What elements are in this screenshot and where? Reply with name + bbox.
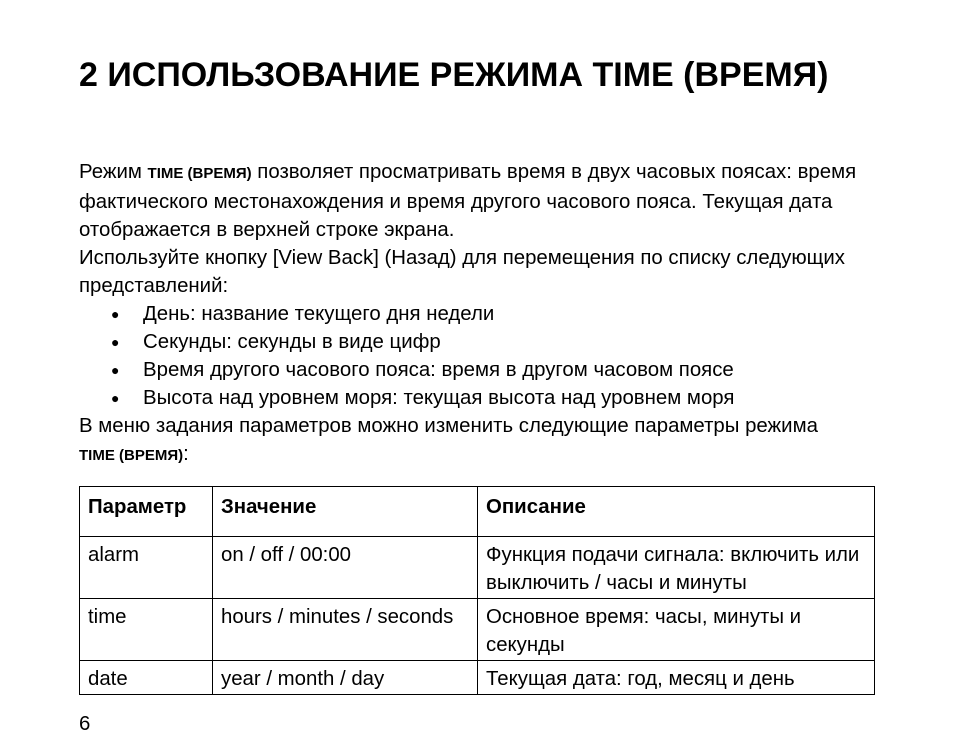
cell-parameter: date [80,661,213,695]
header-value: Значение [213,487,478,537]
settings-text: В меню задания параметров можно изменить следующие параметры режима [79,415,818,437]
parameters-table [79,486,875,695]
intro-paragraph-settings [79,412,899,470]
list-item-text: Время другого часового пояса: время в другом часовом поясе [143,359,734,381]
table-row [80,661,875,695]
page-number: 6 [79,713,91,735]
cell-parameter: time [80,599,213,661]
bullet-icon: ● [111,334,120,350]
table-header-row [80,487,875,537]
intro-paragraph-text: позволяет просматривать время в двух часовых поясах: время фактического местонахождения и время другого часового пояса. Текущая дата отображается в верхней строке экрана. [79,161,857,241]
bullet-icon: ● [111,306,120,322]
cell-description: Функция подачи сигнала: включить или выключить / часы и минуты [478,537,875,599]
header-parameter: Параметр [80,487,213,537]
bullet-icon: ● [111,390,120,406]
cell-value: on / off / 00:00 [213,537,478,599]
list-item-text: Секунды: секунды в виде цифр [143,331,441,353]
list-item [111,300,899,328]
page-title: 2 ИСПОЛЬЗОВАНИЕ РЕЖИМА TIME (ВРЕМЯ) [79,56,829,94]
cell-value: year / month / day [213,661,478,695]
views-list [79,300,899,412]
mode-name: TIME (ВРЕМЯ) [147,165,252,182]
list-item [111,384,899,412]
cell-value: hours / minutes / seconds [213,599,478,661]
intro-paragraph-prefix: Режим [79,161,148,183]
mode-name: TIME (ВРЕМЯ) [79,447,184,464]
intro-paragraph-viewback: Используйте кнопку [View Back] (Назад) для перемещения по списку следующих представлений: [79,247,845,297]
list-item-text: Высота над уровнем моря: текущая высота над уровнем моря [143,387,735,409]
list-item [111,328,899,356]
intro-section [79,158,899,470]
list-item [111,356,899,384]
header-description: Описание [478,487,875,537]
list-item-text: День: название текущего дня недели [143,303,495,325]
intro-paragraph-mode [79,158,899,244]
bullet-icon: ● [111,362,120,378]
cell-description: Основное время: часы, минуты и секунды [478,599,875,661]
cell-parameter: alarm [80,537,213,599]
table-row [80,599,875,661]
table-row [80,537,875,599]
settings-suffix: : [183,443,189,465]
cell-description: Текущая дата: год, месяц и день [478,661,875,695]
